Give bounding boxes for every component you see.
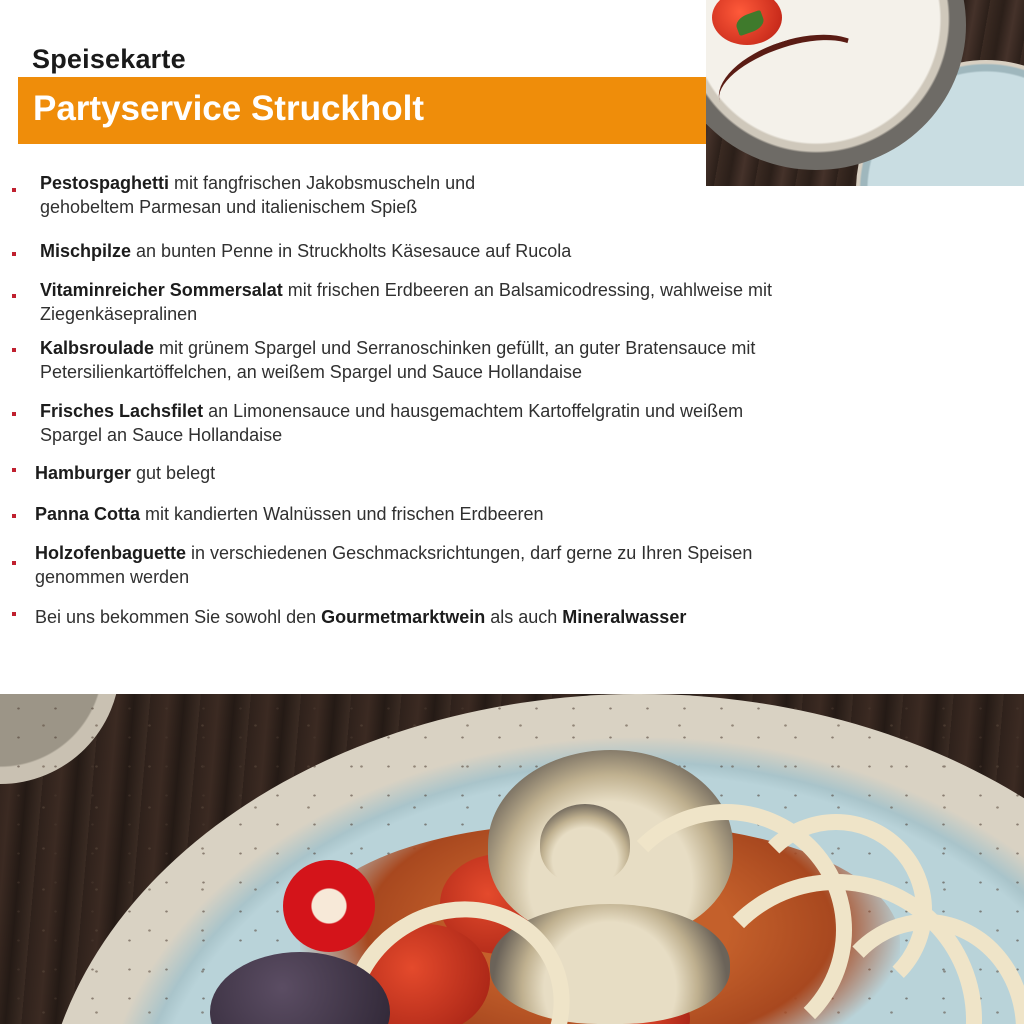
menu-item: Kalbsroulade mit grünem Spargel und Serranoschinken gefüllt, an guter Bratensauce mit Petersilienkartöffelchen, an weißem Spargel und Sauce Hollandaise xyxy=(40,338,756,382)
menu-item: Frisches Lachsfilet an Limonensauce und hausgemachtem Kartoffelgratin und weißem Spargel an Sauce Hollandaise xyxy=(40,401,744,445)
menu-item: Panna Cotta mit kandierten Walnüssen und frischen Erdbeeren xyxy=(35,504,544,524)
title-banner xyxy=(18,77,706,144)
bullet-icon xyxy=(12,468,16,472)
menu-item: Hamburger gut belegt xyxy=(35,463,216,483)
menu-item: Pestospaghetti mit fangfrischen Jakobsmuscheln und gehobeltem Parmesan und italienischem Spieß xyxy=(40,173,476,217)
page-subtitle: Speisekarte xyxy=(32,44,186,74)
hero-photo-bottom xyxy=(0,694,1024,1024)
bullet-icon xyxy=(12,188,16,192)
bullet-icon xyxy=(12,252,16,256)
bullet-icon xyxy=(12,514,16,518)
bullet-icon xyxy=(12,412,16,416)
page-title: Partyservice Struckholt xyxy=(33,89,425,128)
menu-item: Mischpilze an bunten Penne in Struckholts Käsesauce auf Rucola xyxy=(40,241,572,261)
bullet-icon xyxy=(12,612,16,616)
menu-item: Vitaminreicher Sommersalat mit frischen Erdbeeren an Balsamicodressing, wahlweise mit Ziegenkäsepralinen xyxy=(40,280,772,324)
bullet-icon xyxy=(12,294,16,298)
bullet-icon xyxy=(12,348,16,352)
hero-photo-top xyxy=(706,0,1024,186)
menu-item: Holzofenbaguette in verschiedenen Geschmacksrichtungen, darf gerne zu Ihren Speisen genommen werden xyxy=(35,543,753,587)
bullet-icon xyxy=(12,561,16,565)
menu-item-drinks: Bei uns bekommen Sie sowohl den Gourmetmarktwein als auch Mineralwasser xyxy=(35,607,687,627)
